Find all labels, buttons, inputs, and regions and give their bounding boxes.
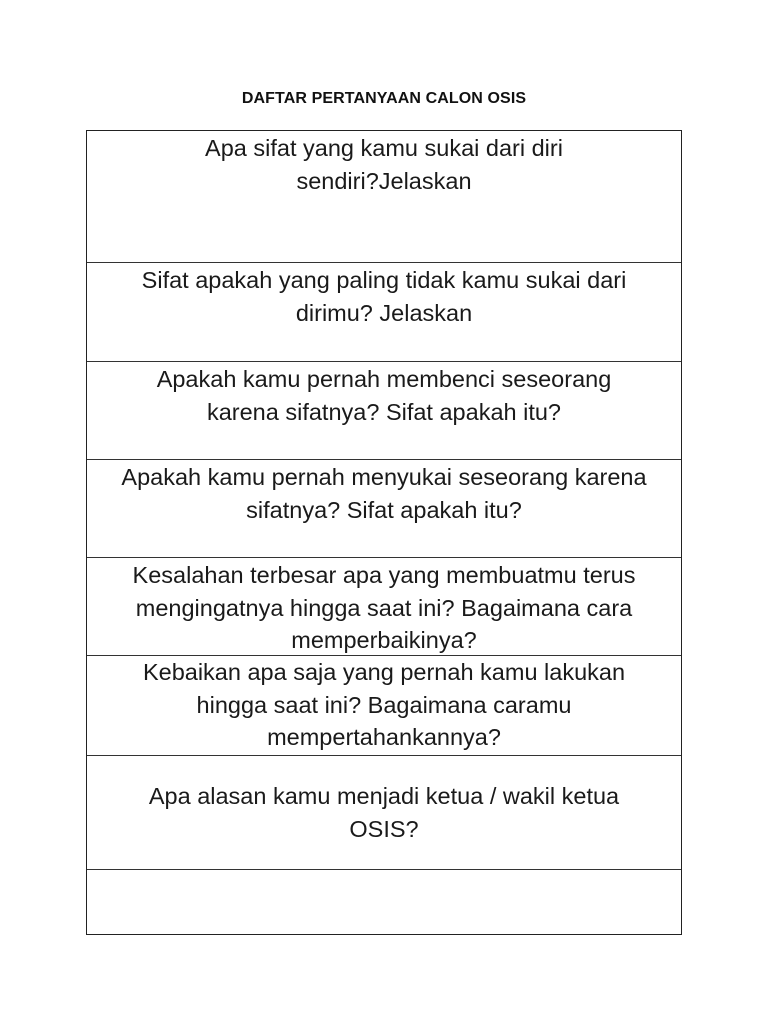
question-row (87, 756, 681, 870)
question-text (95, 870, 673, 934)
question-row (87, 558, 681, 656)
empty-answer-row (87, 870, 681, 934)
question-text: Apakah kamu pernah menyukai seseorang karena sifatnya? Sifat apakah itu? (121, 464, 647, 523)
document-title: DAFTAR PERTANYAAN CALON OSIS (241, 90, 527, 107)
question-row (87, 362, 681, 460)
question-text: Kesalahan terbesar apa yang membuatmu terus mengingatnya hingga saat ini? Bagaimana cara memperbaikinya? (132, 562, 636, 653)
questions-table (86, 130, 682, 935)
question-row (87, 263, 681, 362)
question-text: Kebaikan apa saja yang pernah kamu lakukan hingga saat ini? Bagaimana caramu mempertahankannya? (142, 659, 626, 750)
question-row (87, 656, 681, 756)
question-row (87, 131, 681, 263)
question-text: Apakah kamu pernah membenci seseorang karena sifatnya? Sifat apakah itu? (156, 366, 612, 425)
question-text: Apa alasan kamu menjadi ketua / wakil ketua OSIS? (148, 783, 620, 842)
question-row (87, 460, 681, 558)
question-text: Apa sifat yang kamu sukai dari diri sendiri?Jelaskan (205, 135, 563, 194)
question-text: Sifat apakah yang paling tidak kamu sukai dari dirimu? Jelaskan (141, 267, 627, 326)
